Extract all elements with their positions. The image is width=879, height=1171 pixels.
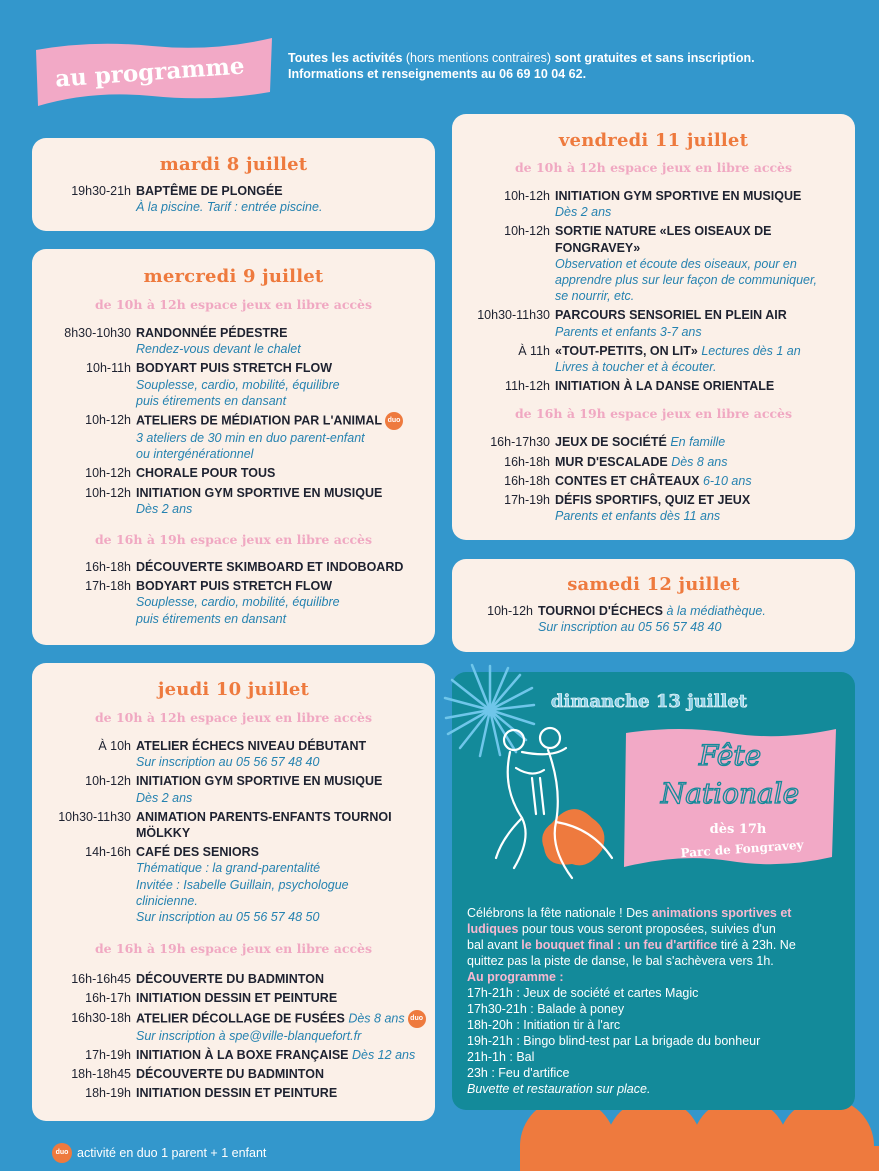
sunday-program-heading: Au programme : bbox=[467, 970, 564, 984]
program-badge bbox=[32, 36, 275, 108]
list-item: 10h-11h BODYART PUIS STRETCH FLOW Souplesse, cardio, mobilité, équilibre puis étirements en dansant bbox=[86, 361, 340, 408]
duo-icon: duo bbox=[52, 1143, 72, 1163]
sunday-footer: Buvette et restauration sur place. bbox=[467, 1082, 651, 1096]
section-subtitle: de 16h à 19h espace jeux en libre accès bbox=[94, 532, 373, 548]
list-item: 10h-12h INITIATION GYM SPORTIVE EN MUSIQUE Dès 2 ans bbox=[504, 189, 802, 220]
sunday-title-wave bbox=[527, 684, 772, 714]
duo-icon: duo bbox=[408, 1010, 426, 1028]
header-info: Toutes les activités (hors mentions contraires) sont gratuites et sans inscription. Informations et renseignements au 06 69 10 04 62. bbox=[288, 51, 755, 81]
activity-list bbox=[32, 971, 435, 1101]
activity-list bbox=[32, 559, 435, 627]
list-item: 16h-17h INITIATION DESSIN ET PEINTURE bbox=[85, 991, 338, 1006]
list-item: 19h-21h : Bingo blind-test par La brigade du bonheur bbox=[467, 1034, 761, 1048]
list-item: 16h-16h45 DÉCOUVERTE DU BADMINTON bbox=[71, 972, 324, 987]
section-subtitle: de 10h à 12h espace jeux en libre accès bbox=[94, 710, 373, 725]
svg-text:Nationale: Nationale bbox=[660, 777, 800, 810]
list-item: 14h-16h CAFÉ DES SENIORS Thématique : la grand-parentalité Invitée : Isabelle Guillain, psychologue clinicienne. Sur inscription au 05 56 57 48 50 bbox=[85, 845, 349, 925]
program-badge-label: au programme bbox=[54, 52, 246, 93]
list-item: 8h30-10h30 RANDONNÉE PÉDESTRE Rendez-vous devant le chalet bbox=[64, 326, 301, 357]
list-item: 16h-18h DÉCOUVERTE SKIMBOARD ET INDOBOARD bbox=[85, 560, 404, 575]
list-item: 17h-19h INITIATION À LA BOXE FRANÇAISE Dès 12 ans bbox=[85, 1047, 416, 1062]
day-title: jeudi 10 juillet bbox=[157, 679, 310, 700]
card-thursday bbox=[32, 663, 435, 1121]
list-item: 17h-19h DÉFIS SPORTIFS, QUIZ ET JEUX Parents et enfants dès 11 ans bbox=[504, 493, 751, 524]
section-subtitle: de 16h à 19h espace jeux en libre accès bbox=[94, 941, 373, 957]
legend bbox=[52, 1143, 266, 1163]
section-subtitle: de 16h à 19h espace jeux en libre accès bbox=[514, 406, 793, 422]
list-item: 18h-18h45 DÉCOUVERTE DU BADMINTON bbox=[71, 1067, 324, 1082]
list-item: 18h-19h INITIATION DESSIN ET PEINTURE bbox=[85, 1086, 338, 1101]
svg-text:dès 17h: dès 17h bbox=[709, 822, 767, 837]
dancers-illustration bbox=[492, 718, 632, 888]
list-item: 17h-21h : Jeux de société et cartes Magic bbox=[467, 986, 699, 1000]
list-item: À 11h «TOUT-PETITS, ON LIT» Lectures dès 1 an Livres à toucher et à écouter. bbox=[518, 343, 801, 375]
card-friday bbox=[452, 114, 855, 540]
card-saturday bbox=[452, 559, 855, 652]
fete-nationale-banner bbox=[620, 725, 840, 875]
sunday-description: Célébrons la fête nationale ! Des animations sportives et ludiques pour tous vous seront proposées, suivies d'un bal avant le bouquet final : un feu d'artifice tiré à 23h. Ne quittez pas la piste de danse, le bal s'achèvera vers 1h. Au programme : 17h-21h : Jeux de société et cartes Magic 17h30-21h : Balade à poney 18h-20h : Initiation tir à l'arc 19h-21h : Bingo blind-test par La brigade du bonheur 21h-1h : Bal 23h : Feu d'artifice Buvette et restauration sur place. bbox=[467, 905, 847, 1097]
list-item: 17h-18h BODYART PUIS STRETCH FLOW Souplesse, cardio, mobilité, équilibre puis étirements en dansant bbox=[85, 579, 340, 626]
list-item: 18h-20h : Initiation tir à l'arc bbox=[467, 1018, 621, 1032]
list-item: 10h-12h INITIATION GYM SPORTIVE EN MUSIQUE Dès 2 ans bbox=[85, 774, 383, 805]
list-item: 10h-12h TOURNOI D'ÉCHECS à la médiathèque. Sur inscription au 05 56 57 48 40 bbox=[487, 604, 766, 635]
list-item: 10h-12h SORTIE NATURE «LES OISEAUX DE FONGRAVEY» Observation et écoute des oiseaux, pour en apprendre plus sur leur façon de communiquer, se nourrir, etc. bbox=[504, 224, 817, 304]
list-item: 16h30-18h ATELIER DÉCOLLAGE DE FUSÉES Dès 8 ans duo Sur inscription à spe@ville-blanquefort.fr bbox=[32, 1010, 435, 1044]
day-title: mardi 8 juillet bbox=[159, 154, 308, 175]
list-item: 10h30-11h30 PARCOURS SENSORIEL EN PLEIN AIR Parents et enfants 3-7 ans bbox=[477, 308, 787, 339]
activity-list bbox=[452, 188, 855, 394]
svg-text:Fête: Fête bbox=[698, 739, 762, 772]
list-item: 10h-12h INITIATION GYM SPORTIVE EN MUSIQUE Dès 2 ans bbox=[85, 485, 383, 516]
activity-list bbox=[32, 325, 435, 517]
activity-list bbox=[32, 738, 435, 925]
card-tuesday bbox=[32, 138, 435, 231]
legend-text: activité en duo 1 parent + 1 enfant bbox=[77, 1146, 267, 1160]
list-item: 16h-17h30 JEUX DE SOCIÉTÉ En famille bbox=[490, 435, 726, 450]
list-item: 17h30-21h : Balade à poney bbox=[467, 1002, 625, 1016]
list-item: 10h-12h ATELIERS DE MÉDIATION PAR L'ANIMAL duo 3 ateliers de 30 min en duo parent-enfant ou intergénérationnel bbox=[32, 412, 435, 462]
duo-icon: duo bbox=[385, 412, 403, 430]
list-item: À 10h ATELIER ÉCHECS NIVEAU DÉBUTANT Sur inscription au 05 56 57 48 40 bbox=[98, 739, 367, 770]
activity-list bbox=[452, 434, 855, 524]
svg-text:Parc de Fongravey: Parc de Fongravey bbox=[680, 837, 804, 861]
list-item: 10h-12h CHORALE POUR TOUS bbox=[85, 466, 276, 481]
list-item: 21h-1h : Bal bbox=[467, 1050, 535, 1064]
list-item: 23h : Feu d'artifice bbox=[467, 1066, 570, 1080]
list-item: 16h-18h CONTES ET CHÂTEAUX 6-10 ans bbox=[504, 473, 752, 488]
day-title: samedi 12 juillet bbox=[567, 574, 740, 595]
section-subtitle: de 10h à 12h espace jeux en libre accès bbox=[94, 297, 373, 312]
section-subtitle: de 10h à 12h espace jeux en libre accès bbox=[514, 160, 793, 175]
day-title: mercredi 9 juillet bbox=[143, 266, 324, 287]
list-item: 11h-12h INITIATION À LA DANSE ORIENTALE bbox=[505, 379, 775, 394]
day-title: dimanche 13 juillet bbox=[550, 691, 748, 712]
list-item: 16h-18h MUR D'ESCALADE Dès 8 ans bbox=[504, 454, 728, 469]
day-title: vendredi 11 juillet bbox=[558, 130, 749, 151]
list-item: 19h30-21h BAPTÊME DE PLONGÉE À la piscine. Tarif : entrée piscine. bbox=[71, 184, 323, 215]
card-wednesday bbox=[32, 249, 435, 645]
list-item: 10h30-11h30 ANIMATION PARENTS-ENFANTS TOURNOI MÖLKKY bbox=[58, 809, 392, 841]
